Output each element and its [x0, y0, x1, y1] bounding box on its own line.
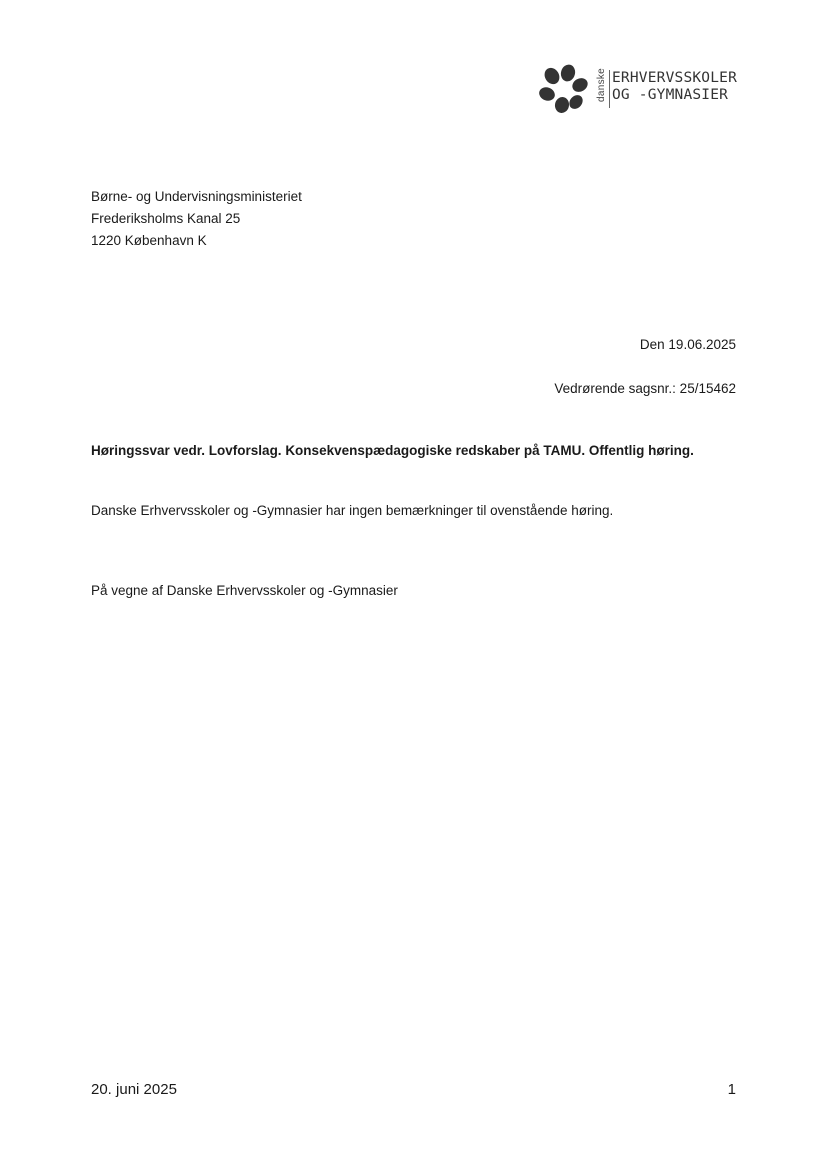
logo-small-text: danske	[596, 67, 607, 102]
logo-divider	[609, 70, 610, 108]
organization-logo	[538, 64, 758, 120]
letter-signoff: På vegne af Danske Erhvervsskoler og -Gymnasier	[91, 583, 398, 598]
recipient-street: Frederiksholms Kanal 25	[91, 211, 241, 226]
recipient-name: Børne- og Undervisningsministeriet	[91, 189, 302, 204]
logo-text-line-2: OG -GYMNASIER	[612, 87, 729, 103]
recipient-city: 1220 København K	[91, 233, 207, 248]
flower-logo-icon	[538, 64, 590, 116]
letter-subject: Høringssvar vedr. Lovforslag. Konsekvenspædagogiske redskaber på TAMU. Offentlig høring.	[91, 443, 694, 458]
letter-body: Danske Erhvervsskoler og -Gymnasier har ingen bemærkninger til ovenstående høring.	[91, 503, 614, 518]
recipient-address	[91, 186, 302, 252]
footer-date: 20. juni 2025	[91, 1081, 177, 1098]
case-number: Vedrørende sagsnr.: 25/15462	[554, 381, 736, 396]
letter-date: Den 19.06.2025	[639, 337, 736, 352]
page-number: 1	[727, 1081, 736, 1098]
logo-text-line-1: ERHVERVSSKOLER	[612, 70, 738, 86]
